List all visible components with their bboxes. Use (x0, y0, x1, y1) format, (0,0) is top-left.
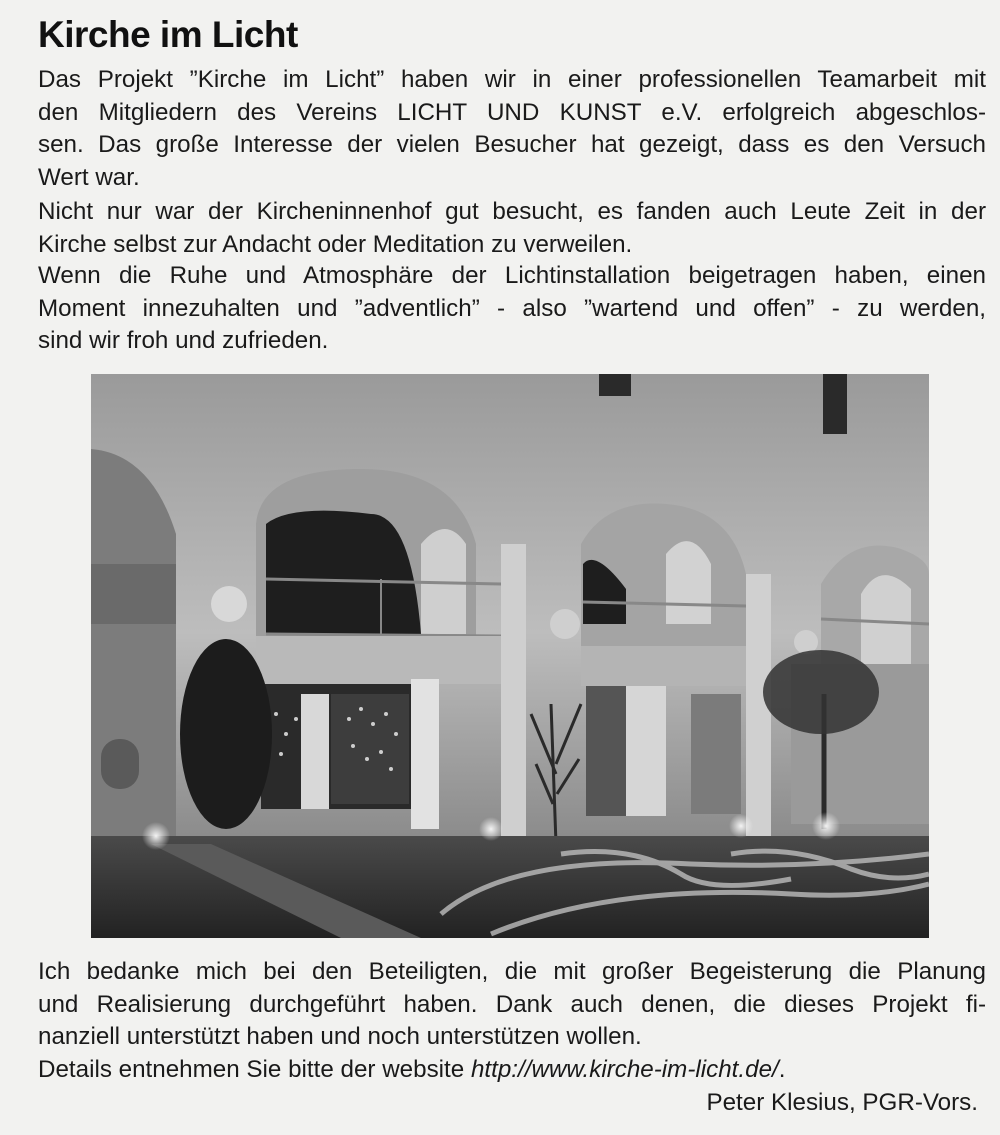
signature: Peter Klesius, PGR-Vors. (706, 1089, 978, 1116)
paragraph-atmosphere (38, 260, 986, 358)
text-line-details (38, 1054, 986, 1087)
paragraph-visitors (38, 196, 986, 261)
paragraph-thanks (38, 956, 986, 1086)
text-line: Wert war. (38, 163, 140, 191)
church-courtyard-photo (91, 374, 929, 938)
details-text: Details entnehmen Sie bitte der website (38, 1055, 471, 1083)
text-line: Wenn die Ruhe und Atmosphäre der Lichtinstallation beigetragen haben, einen (38, 262, 986, 289)
text-line: Moment innezuhalten und ”adventlich” - also ”wartend und offen” - zu werden, (38, 294, 986, 322)
website-link[interactable]: http://www.kirche-im-licht.de/ (470, 1055, 779, 1083)
text-line: nanziell unterstützt haben und noch unterstützen wollen. (38, 1023, 642, 1051)
text-line: sen. Das große Interesse der vielen Besucher hat gezeigt, dass es den Versuch (38, 131, 986, 159)
article-title: Kirche im Licht (38, 14, 298, 55)
text-line: den Mitgliedern des Vereins LICHT UND KUNST e.V. erfolgreich abgeschlos- (38, 98, 986, 126)
paragraph-intro (38, 64, 986, 194)
details-period: . (778, 1055, 786, 1083)
text-line: Nicht nur war der Kircheninnenhof gut besucht, es fanden auch Leute Zeit in der (38, 198, 986, 225)
text-line: Kirche selbst zur Andacht oder Meditation zu verweilen. (38, 230, 633, 258)
text-line: Das Projekt ”Kirche im Licht” haben wir in einer professionellen Teamarbeit mit (38, 66, 986, 93)
text-line: Ich bedanke mich bei den Beteiligten, die mit großer Begeisterung die Planung (38, 958, 986, 985)
text-line: sind wir froh und zufrieden. (38, 327, 329, 355)
text-line: und Realisierung durchgeführt haben. Dank auch denen, die dieses Projekt fi- (38, 990, 986, 1018)
